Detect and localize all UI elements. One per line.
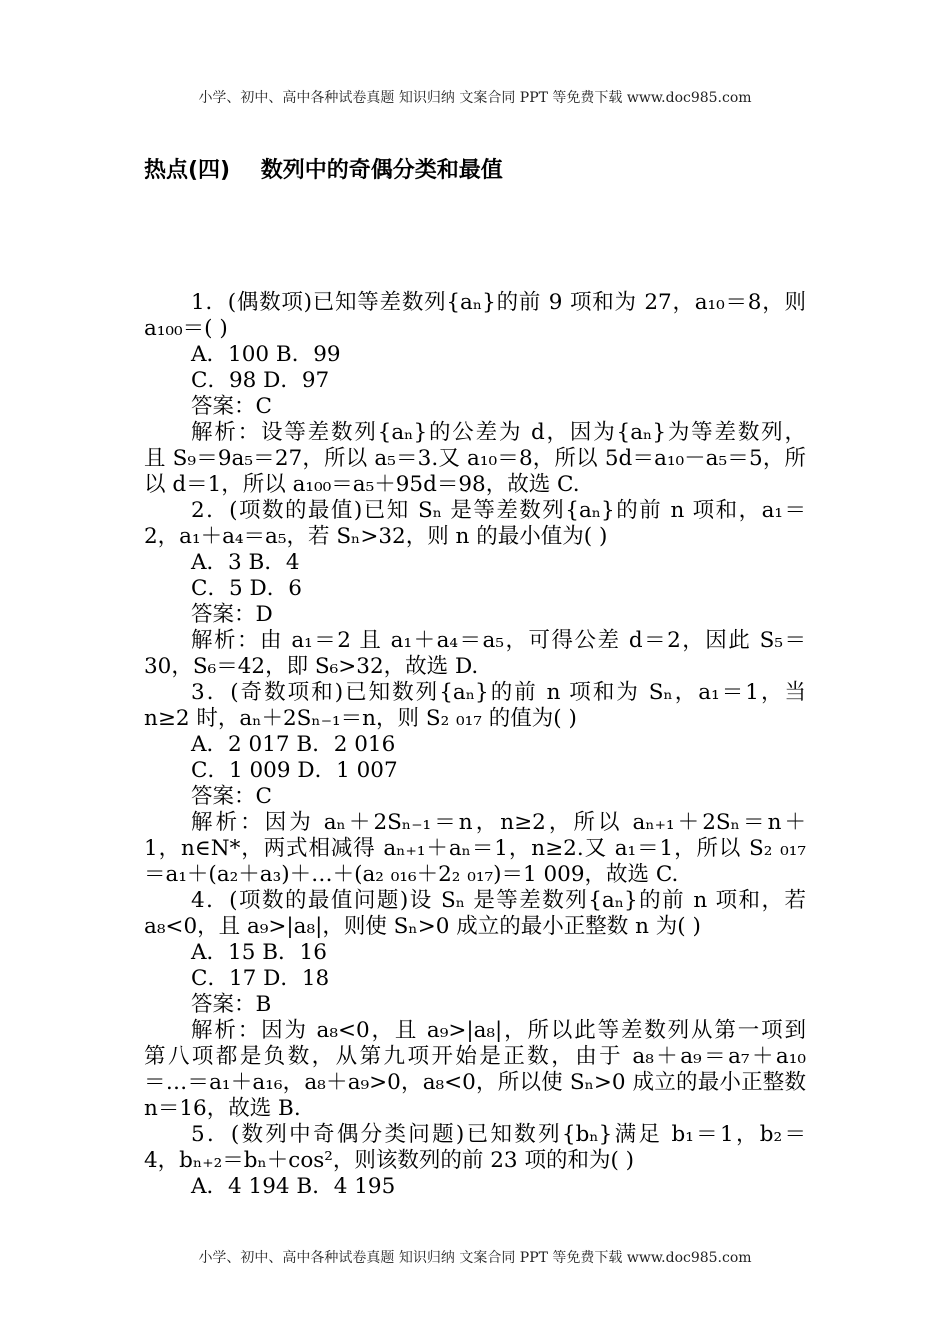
q3-stem-line1: 3．(奇数项和)已知数列{aₙ}的前 n 项和为 Sₙ，a₁＝1，当 [191, 680, 806, 705]
q1-stem-line2: a₁₀₀＝( ) [144, 316, 228, 341]
q3-options-cd: C．1 009 D．1 007 [191, 758, 398, 783]
q1-options-cd: C．98 D．97 [191, 368, 330, 393]
q4-stem-line2: a₈<0，且 a₉>|a₈|，则使 Sₙ>0 成立的最小正整数 n 为( ) [144, 914, 701, 939]
q2-solution-line1: 解析：由 a₁＝2 且 a₁＋a₄＝a₅，可得公差 d＝2，因此 S₅＝ [191, 628, 806, 653]
q5-options-ab: A．4 194 B．4 195 [191, 1174, 396, 1199]
q4-solution-line3: ＝…＝a₁＋a₁₆，a₈＋a₉>0，a₈<0，所以使 Sₙ>0 成立的最小正整数 [144, 1070, 806, 1095]
q3-solution-line1: 解析：因为 aₙ＋2Sₙ₋₁＝n，n≥2，所以 aₙ₊₁＋2Sₙ＝n＋ [191, 810, 806, 835]
q5-stem-line1: 5．(数列中奇偶分类问题)已知数列{bₙ}满足 b₁＝1，b₂＝ [191, 1122, 806, 1147]
q3-answer: 答案：C [191, 784, 272, 809]
q2-solution-line2: 30，S₆＝42，即 S₆>32，故选 D. [144, 654, 479, 679]
q2-options-cd: C．5 D．6 [191, 576, 302, 601]
q1-options-ab: A．100 B．99 [191, 342, 341, 367]
q2-options-ab: A．3 B．4 [191, 550, 300, 575]
page-footer: 小学、初中、高中各种试卷真题 知识归纳 文案合同 PPT 等免费下载 www.doc985.com [198, 1250, 752, 1266]
page-header: 小学、初中、高中各种试卷真题 知识归纳 文案合同 PPT 等免费下载 www.doc985.com [198, 90, 752, 106]
q4-answer: 答案：B [191, 992, 272, 1017]
q1-solution-line1: 解析：设等差数列{aₙ}的公差为 d，因为{aₙ}为等差数列， [191, 420, 806, 445]
q4-options-ab: A．15 B．16 [191, 940, 327, 965]
q1-answer: 答案：C [191, 394, 272, 419]
q1-stem-line1: 1．(偶数项)已知等差数列{aₙ}的前 9 项和为 27，a₁₀＝8，则 [191, 290, 806, 315]
q4-solution-line4: n＝16，故选 B. [144, 1096, 301, 1121]
q4-solution-line2: 第八项都是负数，从第九项开始是正数，由于 a₈＋a₉＝a₇＋a₁₀ [144, 1044, 806, 1069]
q3-stem-line2: n≥2 时，aₙ＋2Sₙ₋₁＝n，则 S₂ ₀₁₇ 的值为( ) [144, 706, 577, 731]
q4-options-cd: C．17 D．18 [191, 966, 330, 991]
q1-solution-line3: 以 d＝1，所以 a₁₀₀＝a₅＋95d＝98，故选 C. [144, 472, 580, 497]
q2-stem-line1: 2．(项数的最值)已知 Sₙ 是等差数列{aₙ}的前 n 项和，a₁＝ [191, 498, 806, 523]
q3-solution-line3: ＝a₁＋(a₂＋a₃)＋…＋(a₂ ₀₁₆＋2₂ ₀₁₇)＝1 009，故选 C. [144, 862, 679, 887]
section-title: 热点(四) 数列中的奇偶分类和最值 [144, 158, 503, 183]
q3-options-ab: A．2 017 B．2 016 [191, 732, 396, 757]
q3-solution-line2: 1，n∈N*，两式相减得 aₙ₊₁＋aₙ＝1，n≥2.又 a₁＝1，所以 S₂ ₀₁₇ [144, 836, 806, 861]
q4-solution-line1: 解析：因为 a₈<0，且 a₉>|a₈|，所以此等差数列从第一项到 [191, 1018, 806, 1043]
q2-stem-line2: 2，a₁＋a₄＝a₅，若 Sₙ>32，则 n 的最小值为( ) [144, 524, 608, 549]
q1-solution-line2: 且 S₉＝9a₅＝27，所以 a₅＝3.又 a₁₀＝8，所以 5d＝a₁₀－a₅＝5，所 [144, 446, 806, 471]
q4-stem-line1: 4．(项数的最值问题)设 Sₙ 是等差数列{aₙ}的前 n 项和，若 [191, 888, 806, 913]
q2-answer: 答案：D [191, 602, 273, 627]
q5-stem-line2: 4，bₙ₊₂＝bₙ＋cos²，则该数列的前 23 项的和为( ) [144, 1148, 635, 1173]
